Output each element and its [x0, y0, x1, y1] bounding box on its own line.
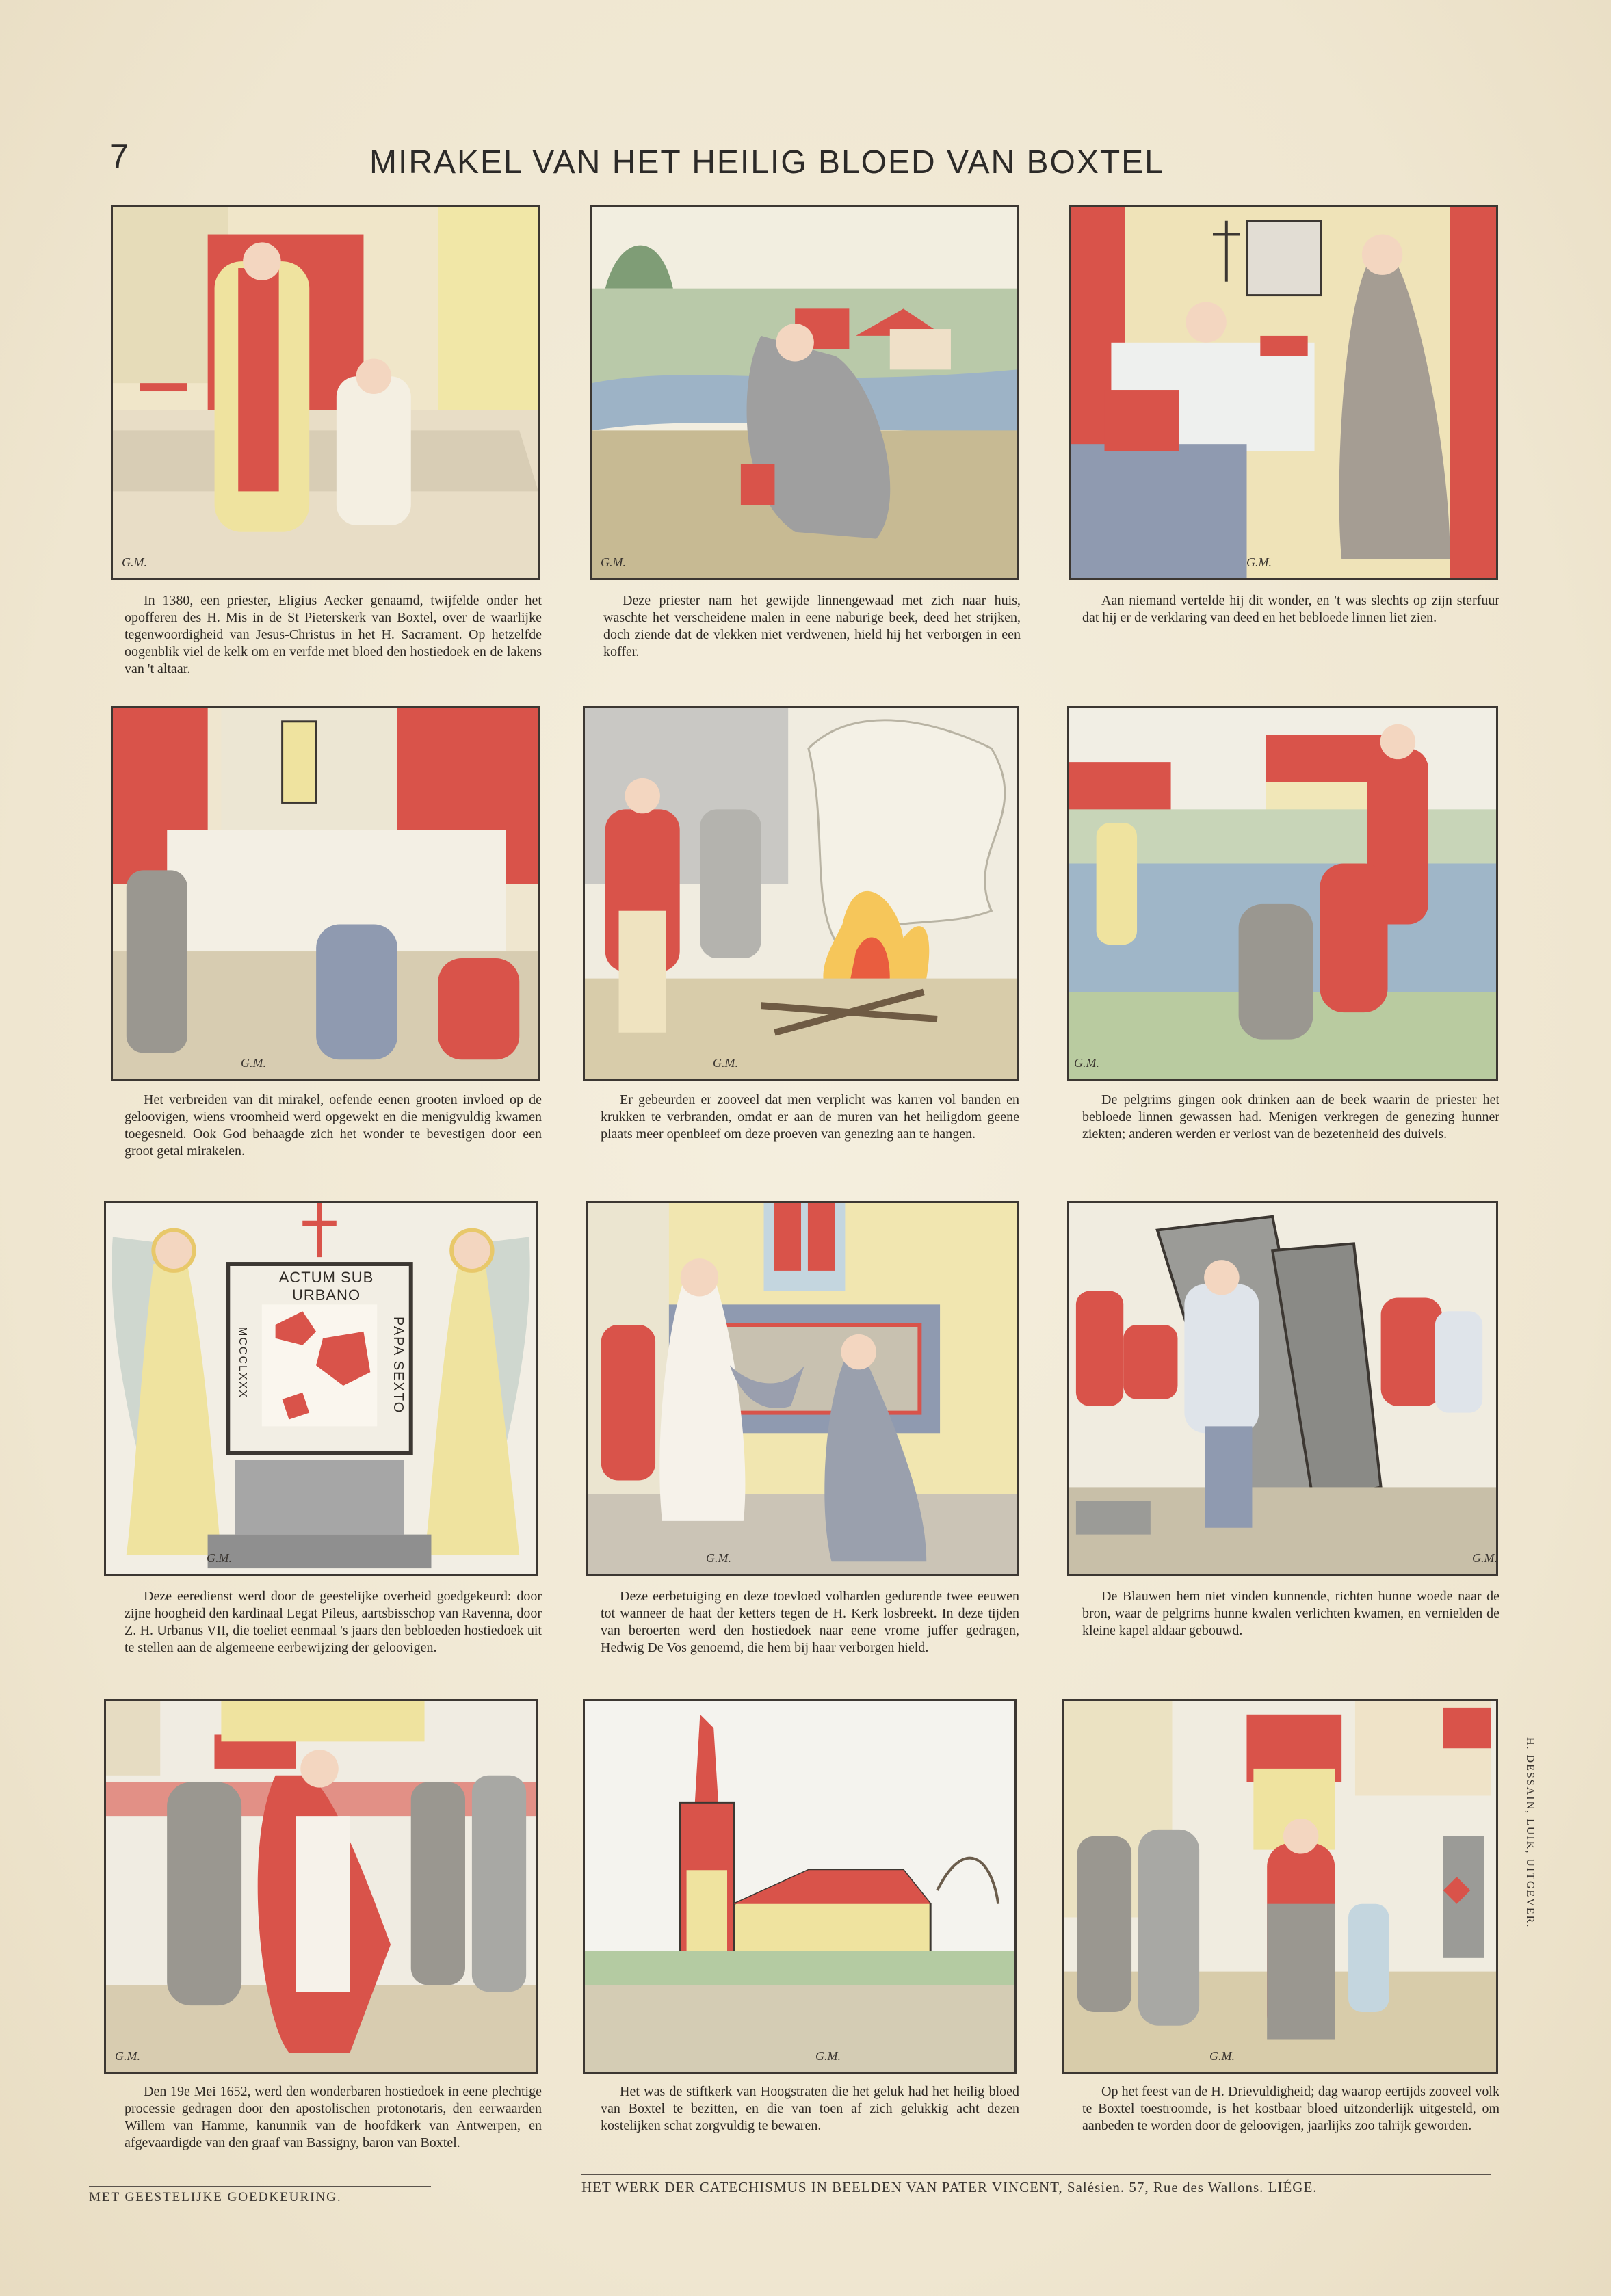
page-title: MIRAKEL VAN HET HEILIG BLOED VAN BOXTEL [369, 144, 1164, 181]
illustration-pilgrims-at-altar [111, 706, 540, 1081]
illustration-deathbed [1069, 205, 1498, 580]
panel-signature: G.M. [815, 2049, 841, 2063]
panel-grid [104, 205, 1499, 2175]
illustration-pilgrims-at-brook [1067, 706, 1498, 1081]
panel-caption: Deze eerbetuiging en deze toevloed volharden gedurende twee eeuwen tot wanneer de haat der ketters tegen de H. Kerk losbreekt. In deze tijden van beroerten werd den hostiedoek naar eene vrome juffer gedragen, Hedwig De Vos genoemd, die hem bij haar verborgen hield. [601, 1589, 1019, 1655]
illustration-burning-crutches [583, 706, 1019, 1081]
panel-caption: Deze priester nam het gewijde linnengewaad met zich naar huis, waschte het verscheidene malen in eene naburige beek, deed het strijken, doch ziende dat de vlekken niet verdwenen, hield hij het verborgen in een koffer. [603, 593, 1021, 659]
panel-caption: Op het feest van de H. Drievuldigheid; dag waarop eertijds zooveel volk te Boxtel toestroomde, is het kostbaar bloed uitzonderlijk uitgesteld, om aanbeden te worden door de geloovigen, jaarlijks zoo talrijk geworden. [1082, 2084, 1499, 2133]
panel-signature: G.M. [1209, 2049, 1235, 2063]
panel-caption: Aan niemand vertelde hij dit wonder, en 't was slechts op zijn sterfuur dat hij er de verklaring van deed en het bebloede linnen liet zien. [1082, 593, 1499, 625]
relic-inscription-left: MCCCLXXX [237, 1327, 248, 1399]
relic-inscription-top: ACTUM SUB URBANO [278, 1269, 374, 1304]
illustration-angels-with-relic [104, 1201, 538, 1576]
illustration-trinity-feast-crowd [1062, 1699, 1498, 2074]
panel-signature: G.M. [241, 1056, 266, 1070]
panel-signature: G.M. [713, 1056, 738, 1070]
illustration-priest-showing-linen [586, 1201, 1019, 1576]
panel-caption: Deze eeredienst werd door de geestelijke overheid goedgekeurd: door zijne hoogheid den kardinaal Legat Pileus, aartsbisschop van Ravenna, door Z. H. Urbanus VII, die toeliet eenmaal 's jaars den bebloeden hostiedoek uit te stellen aan de algemeene eerbewijzing der geloovigen. [125, 1589, 542, 1655]
panel-caption: Den 19e Mei 1652, werd den wonderbaren hostiedoek in eene plechtige processie gedragen door den apostolischen protonotaris, den eerwaarden Willem van Hamme, kanunnik van de hoofdkerk van Antwerpen, en afgevaardigde van den graaf van Bassigny, baron van Boxtel. [125, 2084, 542, 2150]
publisher-mark: H. DESSAIN, LUIK, UITGEVER. [1524, 1737, 1536, 1929]
panel-caption: Er gebeurden er zooveel dat men verplicht was karren vol banden en krukken te verbranden, omdat er aan de muren van het heiligdom geene plaats meer openbleef om deze proeven van genezing aan te hangen. [601, 1092, 1019, 1142]
relic-inscription-right: PAPA SEXTO [391, 1317, 406, 1414]
panel-signature: G.M. [122, 555, 147, 569]
illustration-soldiers-destroying-chapel [1067, 1201, 1498, 1576]
panel-signature: G.M. [1472, 1551, 1497, 1565]
panel-signature: G.M. [1074, 1056, 1099, 1070]
illustration-priest-washing-linen [590, 205, 1019, 580]
panel-signature: G.M. [601, 555, 626, 569]
illustration-procession [104, 1699, 538, 2074]
page-number: 7 [109, 137, 129, 176]
panel-caption: Het was de stiftkerk van Hoogstraten die het geluk had het heilig bloed van Boxtel te bezitten, en die van toen af zich gelukkig acht dezen kostelijken schat zorgvuldig te bewaren. [601, 2084, 1019, 2133]
panel-caption: In 1380, een priester, Eligius Aecker genaamd, twijfelde onder het opofferen des H. Mis in de St Pieterskerk van Boxtel, over de waarlijke tegenwoordigheid van Jesus-Christus in het H. Sacrament. Op hetzelfde oogenblik viel de kelk om en verfde met bloed den hostiedoek en de lakens van 't altaar. [125, 593, 542, 676]
illustration-priest-at-altar [111, 205, 540, 580]
illustration-church-of-hoogstraten [583, 1699, 1017, 2074]
panel-signature: G.M. [706, 1551, 731, 1565]
panel-signature: G.M. [1246, 555, 1272, 569]
approval-note: MET GEESTELIJKE GOEDKEURING. [89, 2186, 431, 2205]
panel-signature: G.M. [115, 2049, 140, 2063]
panel-caption: Het verbreiden van dit mirakel, oefende eenen grooten invloed op de geloovigen, wiens vroomheid werd opgewekt en die menigvuldig kwamen toegesneld. Ook God behaagde zich het wonder te bevestigen door een groot getal mirakelen. [125, 1092, 542, 1159]
publisher-line: HET WERK DER CATECHISMUS IN BEELDEN VAN PATER VINCENT, Salésien. 57, Rue des Wallons. LIÉGE. [581, 2174, 1491, 2196]
panel-caption: De pelgrims gingen ook drinken aan de beek waarin de priester het bebloede linnen gewassen had. Menigen verkregen de genezing hunner ziekten; anderen werden er verlost van de bezetenheid des duivels. [1082, 1092, 1499, 1142]
panel-caption: De Blauwen hem niet vinden kunnende, richten hunne woede naar de bron, waar de pelgrims hunne kwalen verlichten kwamen, en vernielden de kleine kapel aldaar gebouwd. [1082, 1589, 1499, 1638]
panel-signature: G.M. [207, 1551, 232, 1565]
